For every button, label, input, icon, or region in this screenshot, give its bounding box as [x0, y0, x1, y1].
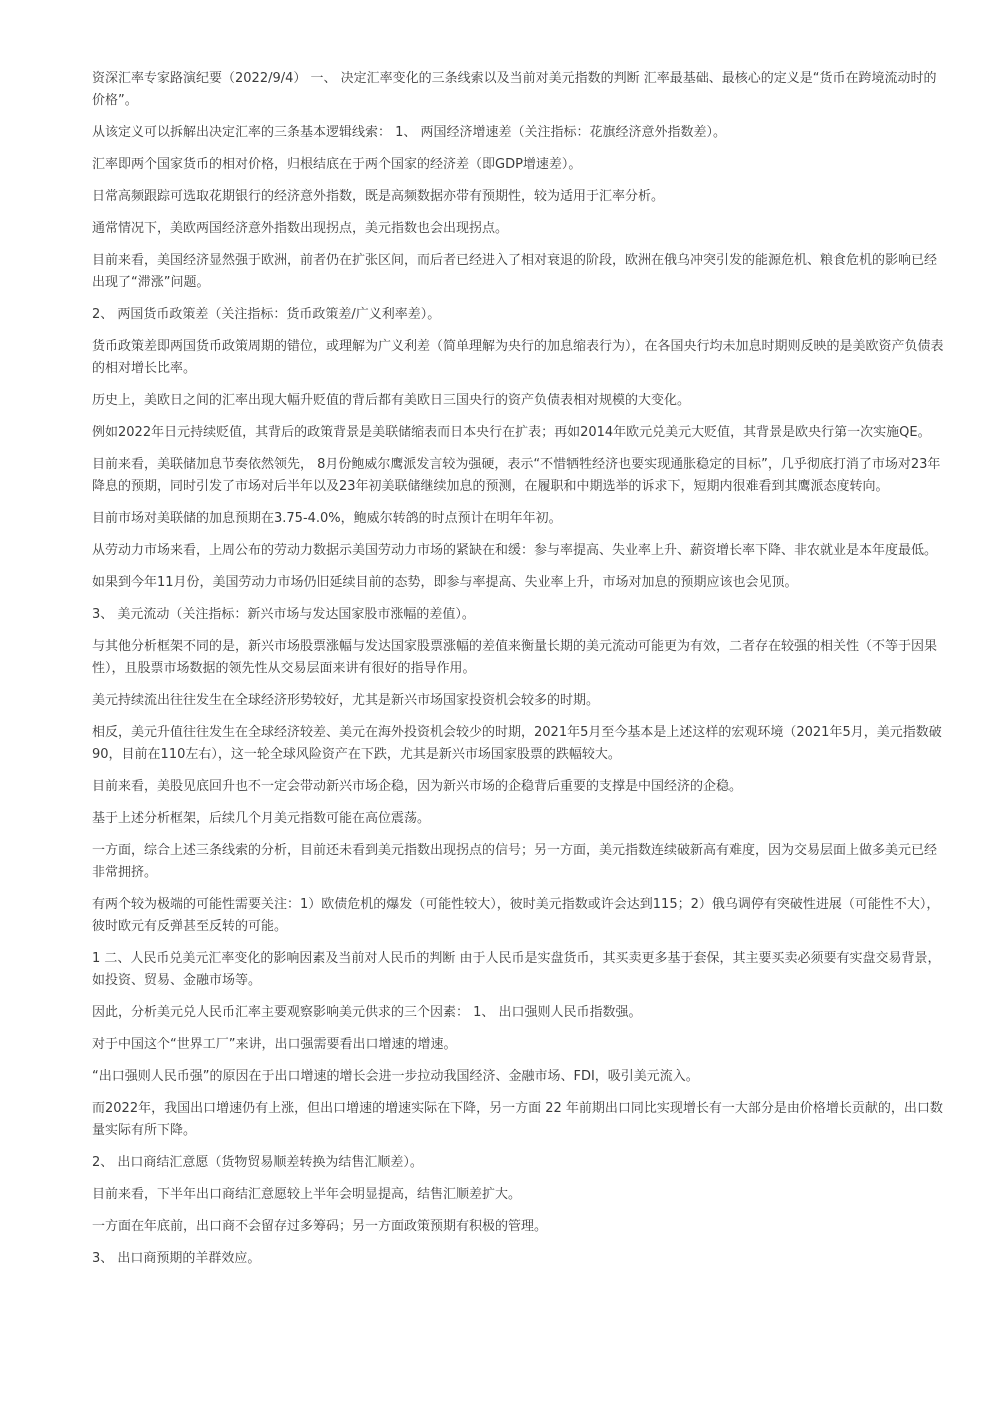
paragraph: 相反，美元升值往往发生在全球经济较差、美元在海外投资机会较少的时期，2021年5月至今基本是上述这样的宏观环境（2021年5月，美元指数破90，目前在110左右），这一轮全球风险资产在下跌，尤其是新兴市场国家股票的跌幅较大。 [92, 725, 942, 762]
paragraph: 日常高频跟踪可选取花期银行的经济意外指数，既是高频数据亦带有预期性，较为适用于汇率分析。 [92, 189, 665, 204]
paragraph: 对于中国这个“世界工厂”来讲，出口强需要看出口增速的增速。 [92, 1037, 457, 1052]
paragraph: 而2022年，我国出口增速仍有上涨，但出口增速的增速实际在下降，另一方面 22 年前期出口同比实现增长有一大部分是由价格增长贡献的，出口数量实际有所下降。 [92, 1101, 943, 1138]
paragraph: 目前来看，美国经济显然强于欧洲，前者仍在扩张区间，而后者已经进入了相对衰退的阶段，欧洲在俄乌冲突引发的能源危机、粮食危机的影响已经出现了“滞涨”问题。 [92, 253, 938, 290]
paragraph: 历史上，美欧日之间的汇率出现大幅升贬值的背后都有美欧日三国央行的资产负债表相对规模的大变化。 [92, 393, 691, 408]
paragraph: 目前来看，下半年出口商结汇意愿较上半年会明显提高，结售汇顺差扩大。 [92, 1187, 522, 1202]
paragraph: 货币政策差即两国货币政策周期的错位，或理解为广义利差（简单理解为央行的加息缩表行为），在各国央行均未加息时期则反映的是美欧资产负债表的相对增长比率。 [92, 339, 944, 376]
paragraph: 3、 出口商预期的羊群效应。 [92, 1251, 261, 1266]
paragraph: 有两个较为极端的可能性需要关注：1）欧债危机的爆发（可能性较大），彼时美元指数或许会达到115；2）俄乌调停有突破性进展（可能性不大），彼时欧元有反弹甚至反转的可能。 [92, 897, 940, 934]
paragraph: 通常情况下，美欧两国经济意外指数出现拐点，美元指数也会出现拐点。 [92, 221, 509, 236]
paragraph: 1 二、人民币兑美元汇率变化的影响因素及当前对人民币的判断 由于人民币是实盘货币，其买卖更多基于套保，其主要买卖必须要有实盘交易背景，如投资、贸易、金融市场等。 [92, 951, 941, 988]
paragraph: 从劳动力市场来看，上周公布的劳动力数据示美国劳动力市场的紧缺在和缓：参与率提高、失业率上升、薪资增长率下降、非农就业是本年度最低。 [92, 543, 938, 558]
paragraph: 一方面，综合上述三条线索的分析，目前还未看到美元指数出现拐点的信号；另一方面，美元指数连续破新高有难度，因为交易层面上做多美元已经非常拥挤。 [92, 843, 938, 880]
paragraph: 美元持续流出往往发生在全球经济形势较好，尤其是新兴市场国家投资机会较多的时期。 [92, 693, 600, 708]
paragraph: 目前来看，美联储加息节奏依然领先， 8月份鲍威尔鹰派发言较为强硬，表示“不惜牺牲经济也要实现通胀稳定的目标”，几乎彻底打消了市场对23年降息的预期，同时引发了市场对后半年以及23年初美联储继续加息的预测，在履职和中期选举的诉求下，短期内很难看到其鹰派态度转向。 [92, 457, 941, 494]
paragraph: 3、 美元流动（关注指标：新兴市场与发达国家股市涨幅的差值）。 [92, 607, 475, 622]
paragraph: 基于上述分析框架，后续几个月美元指数可能在高位震荡。 [92, 811, 431, 826]
paragraph: 如果到今年11月份，美国劳动力市场仍旧延续目前的态势，即参与率提高、失业率上升，市场对加息的预期应该也会见顶。 [92, 575, 798, 590]
paragraph: 2、 出口商结汇意愿（货物贸易顺差转换为结售汇顺差）。 [92, 1155, 423, 1170]
paragraph: 因此，分析美元兑人民币汇率主要观察影响美元供求的三个因素： 1、 出口强则人民币指数强。 [92, 1005, 642, 1020]
paragraph: 例如2022年日元持续贬值，其背后的政策背景是美联储缩表而日本央行在扩表；再如2014年欧元兑美元大贬值，其背景是欧央行第一次实施QE。 [92, 425, 931, 440]
paragraph: “出口强则人民币强”的原因在于出口增速的增长会进一步拉动我国经济、金融市场、FDI，吸引美元流入。 [92, 1069, 699, 1084]
paragraph: 2、 两国货币政策差（关注指标：货币政策差/广义利率差）。 [92, 307, 441, 322]
paragraph: 资深汇率专家路演纪要（2022/9/4） 一、 决定汇率变化的三条线索以及当前对美元指数的判断 汇率最基础、最核心的定义是“货币在跨境流动时的价格”。 [92, 71, 937, 108]
paragraph: 目前来看，美股见底回升也不一定会带动新兴市场企稳，因为新兴市场的企稳背后重要的支撑是中国经济的企稳。 [92, 779, 743, 794]
paragraph: 与其他分析框架不同的是，新兴市场股票涨幅与发达国家股票涨幅的差值来衡量长期的美元流动可能更为有效，二者存在较强的相关性（不等于因果性），且股票市场数据的领先性从交易层面来讲有很好的指导作用。 [92, 639, 938, 676]
paragraph: 汇率即两个国家货币的相对价格，归根结底在于两个国家的经济差（即GDP增速差）。 [92, 157, 582, 172]
paragraph: 目前市场对美联储的加息预期在3.75-4.0%，鲍威尔转鸽的时点预计在明年年初。 [92, 511, 562, 526]
paragraph: 一方面在年底前，出口商不会留存过多筹码；另一方面政策预期有积极的管理。 [92, 1219, 548, 1234]
document-body [92, 68, 944, 1280]
paragraph: 从该定义可以拆解出决定汇率的三条基本逻辑线索： 1、 两国经济增速差（关注指标：花旗经济意外指数差）。 [92, 125, 727, 140]
